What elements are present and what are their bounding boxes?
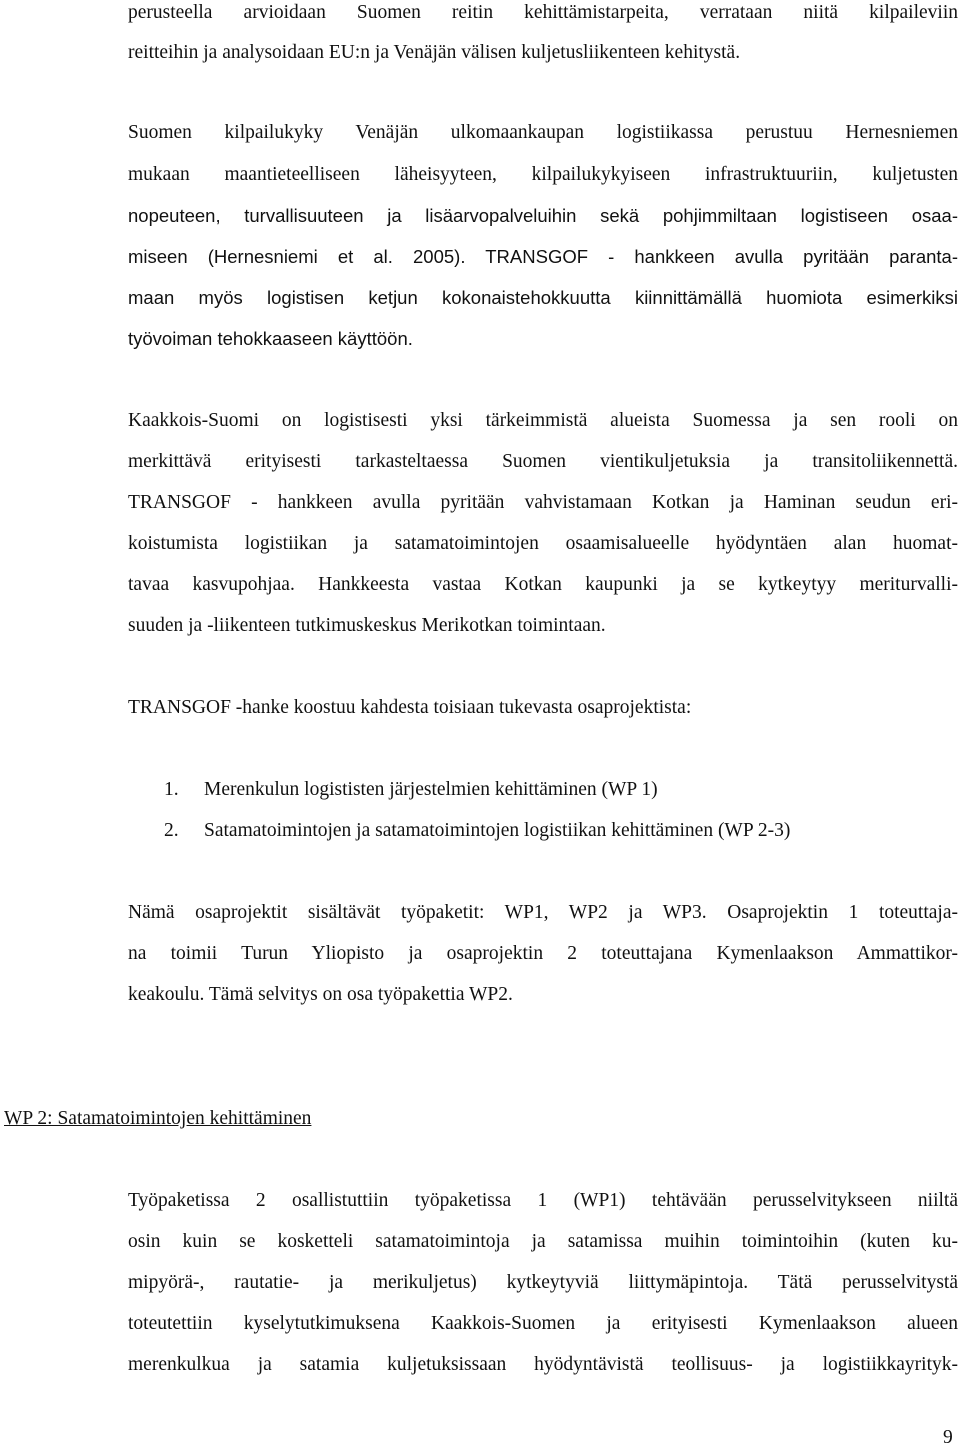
text-line: perusteella arvioidaan Suomen reitin kehittämistarpeita, verrataan niitä kilpaileviin [128, 2, 958, 23]
list-item [164, 818, 790, 844]
text-line: TRANSGOF -hanke koostuu kahdesta toisiaan tukevasta osaprojektista: [128, 697, 692, 718]
text-line: suuden ja -liikenteen tutkimuskeskus Merikotkan toimintaan. [128, 615, 606, 636]
text-line: osin kuin se kosketteli satamatoimintoja ja satamissa muihin toimintoihin (kuten ku- [128, 1231, 958, 1252]
text-line: merkittävä erityisesti tarkasteltaessa Suomen vientikuljetuksia ja transitoliikennettä. [128, 451, 958, 472]
list-item-text: Satamatoimintojen ja satamatoimintojen logistiikan kehittäminen (WP 2-3) [204, 820, 791, 841]
text-line: nopeuteen, turvallisuuteen ja lisäarvopalveluihin sekä pohjimmiltaan logistiseen osaa- [128, 205, 958, 226]
text-line: toteutettiin kyselytutkimuksena Kaakkois-Suomen ja erityisesti Kymenlaakson alueen [128, 1313, 958, 1334]
text-line: tavaa kasvupohjaa. Hankkeesta vastaa Kotkan kaupunki ja se kytkeytyy meriturvalli- [128, 574, 958, 595]
text-line: TRANSGOF - hankkeen avulla pyritään vahvistamaan Kotkan ja Haminan seudun eri- [128, 492, 958, 513]
text-line: koistumista logistiikan ja satamatoimintojen osaamisalueelle hyödyntäen alan huomat- [128, 533, 958, 554]
text-line: työvoiman tehokkaaseen käyttöön. [128, 328, 413, 349]
text-line: keakoulu. Tämä selvitys on osa työpakettia WP2. [128, 984, 513, 1005]
text-line: Nämä osaprojektit sisältävät työpaketit: WP1, WP2 ja WP3. Osaprojektin 1 toteuttaja- [128, 902, 958, 923]
text-line: miseen (Hernesniemi et al. 2005). TRANSGOF - hankkeen avulla pyritään paranta- [128, 246, 958, 267]
text-line: merenkulkua ja satamia kuljetuksissaan hyödyntävistä teollisuus- ja logistiikkayrityk- [128, 1354, 958, 1375]
text-line: na toimii Turun Yliopisto ja osaprojektin 2 toteuttajana Kymenlaakson Ammattikor- [128, 943, 958, 964]
list-item-number: 2. [164, 820, 179, 841]
page-number: 9 [943, 1427, 953, 1448]
list-item [164, 777, 658, 803]
text-line: Työpaketissa 2 osallistuttiin työpaketissa 1 (WP1) tehtävään perusselvitykseen niiltä [128, 1190, 958, 1211]
text-line: mukaan maantieteelliseen läheisyyteen, kilpailukykyiseen infrastruktuuriin, kuljetusten [128, 164, 958, 185]
text-line: maan myös logistisen ketjun kokonaistehokkuutta kiinnittämällä huomiota esimerkiksi [128, 287, 958, 308]
text-line: Kaakkois-Suomi on logistisesti yksi tärkeimmistä alueista Suomessa ja sen rooli on [128, 410, 958, 431]
section-heading: WP 2: Satamatoimintojen kehittäminen [4, 1108, 312, 1129]
list-item-text: Merenkulun logististen järjestelmien kehittäminen (WP 1) [204, 779, 658, 800]
text-line: Suomen kilpailukyky Venäjän ulkomaankaupan logistiikassa perustuu Hernesniemen [128, 122, 958, 143]
list-item-number: 1. [164, 779, 179, 800]
text-line: mipyörä-, rautatie- ja merikuljetus) kytkeytyviä liittymäpintoja. Tätä perusselvitystä [128, 1272, 958, 1293]
text-line: reitteihin ja analysoidaan EU:n ja Venäjän välisen kuljetusliikenteen kehitystä. [128, 42, 741, 63]
